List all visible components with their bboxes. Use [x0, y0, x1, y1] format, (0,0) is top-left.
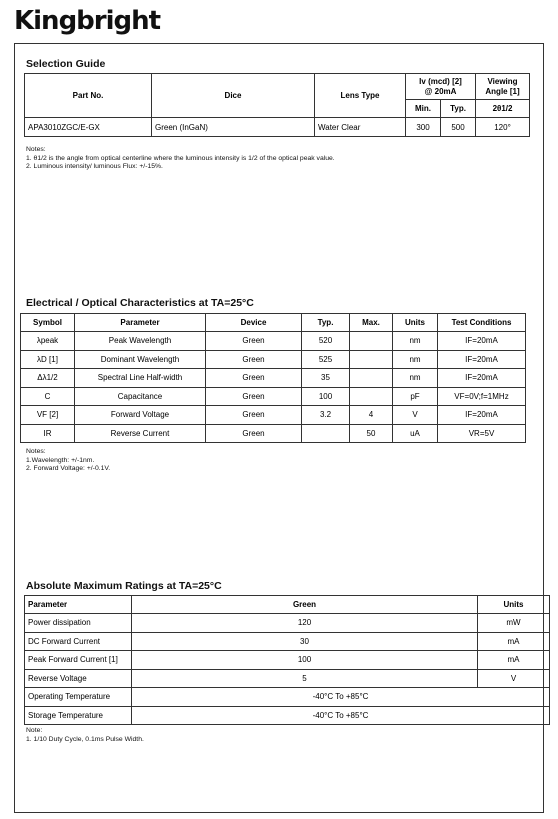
- header-max: Max.: [350, 314, 393, 332]
- cell-typ: 500: [441, 118, 476, 137]
- cell-units: nm: [393, 369, 438, 388]
- table-row: [25, 632, 550, 651]
- cell-green: 120: [132, 614, 478, 633]
- cell-device: Green: [206, 424, 302, 443]
- cell-test-conditions: IF=20mA: [438, 332, 526, 351]
- cell-symbol: VF [2]: [21, 406, 75, 425]
- cell-units: V: [393, 406, 438, 425]
- cell-units: V: [478, 669, 550, 688]
- notes-label: Notes:: [26, 146, 46, 153]
- cell-typ: [302, 424, 350, 443]
- header-min: Min.: [406, 100, 441, 118]
- header-angle: 2θ1/2: [476, 100, 530, 118]
- cell-dice: Green (InGaN): [152, 118, 315, 137]
- absolute-notes: [26, 727, 144, 744]
- cell-typ: 35: [302, 369, 350, 388]
- note-line: 1.Wavelength: +/-1nm.: [26, 456, 95, 464]
- table-row: [21, 369, 526, 388]
- absolute-table: [24, 595, 550, 725]
- cell-lens-type: Water Clear: [315, 118, 406, 137]
- cell-symbol: C: [21, 387, 75, 406]
- cell-typ: 525: [302, 350, 350, 369]
- cell-parameter: Reverse Voltage: [25, 669, 132, 688]
- cell-parameter: Capacitance: [75, 387, 206, 406]
- cell-test-conditions: VF=0V;f=1MHz: [438, 387, 526, 406]
- notes-label: Note:: [26, 727, 43, 734]
- cell-green: 30: [132, 632, 478, 651]
- cell-units: nm: [393, 350, 438, 369]
- header-symbol: Symbol: [21, 314, 75, 332]
- cell-device: Green: [206, 406, 302, 425]
- cell-device: Green: [206, 350, 302, 369]
- cell-max: [350, 332, 393, 351]
- cell-units: uA: [393, 424, 438, 443]
- header-iv: Iv (mcd) [2] @ 20mA: [406, 74, 476, 100]
- cell-parameter: Reverse Current: [75, 424, 206, 443]
- header-parameter: Parameter: [25, 596, 132, 614]
- header-typ: Typ.: [441, 100, 476, 118]
- cell-parameter: Peak Forward Current [1]: [25, 651, 132, 670]
- header-units: Units: [478, 596, 550, 614]
- cell-green: 5: [132, 669, 478, 688]
- cell-max: [350, 350, 393, 369]
- cell-device: Green: [206, 387, 302, 406]
- table-row: [25, 688, 550, 707]
- cell-test-conditions: VR=5V: [438, 424, 526, 443]
- cell-typ: 520: [302, 332, 350, 351]
- table-row: [25, 614, 550, 633]
- electrical-notes: [26, 448, 110, 474]
- cell-device: Green: [206, 332, 302, 351]
- cell-symbol: λD [1]: [21, 350, 75, 369]
- cell-parameter: Operating Temperature: [25, 688, 132, 707]
- cell-angle: 120°: [476, 118, 530, 137]
- table-row: [21, 424, 526, 443]
- cell-parameter: Forward Voltage: [75, 406, 206, 425]
- note-line: 2. Forward Voltage: +/-0.1V.: [26, 465, 111, 472]
- cell-temperature-range: -40°C To +85°C: [132, 688, 550, 707]
- header-parameter: Parameter: [75, 314, 206, 332]
- note-line: 1. 1/10 Duty Cycle, 0.1ms Pulse Width.: [26, 735, 144, 743]
- cell-typ: 100: [302, 387, 350, 406]
- cell-symbol: λpeak: [21, 332, 75, 351]
- header-part-no: Part No.: [25, 74, 152, 118]
- table-row: [21, 406, 526, 425]
- table-row: [21, 350, 526, 369]
- cell-symbol: IR: [21, 424, 75, 443]
- cell-max: 50: [350, 424, 393, 443]
- header-dice: Dice: [152, 74, 315, 118]
- cell-units: mW: [478, 614, 550, 633]
- header-lens-type: Lens Type: [315, 74, 406, 118]
- cell-typ: 3.2: [302, 406, 350, 425]
- selection-guide-table: [24, 73, 530, 137]
- cell-units: mA: [478, 632, 550, 651]
- cell-green: 100: [132, 651, 478, 670]
- header-viewing-angle: Viewing Angle [1]: [476, 74, 530, 100]
- table-row: [21, 332, 526, 351]
- cell-units: mA: [478, 651, 550, 670]
- cell-parameter: Storage Temperature: [25, 706, 132, 725]
- cell-parameter: Dominant Wavelength: [75, 350, 206, 369]
- selection-guide-title: Selection Guide: [26, 58, 106, 70]
- cell-max: [350, 369, 393, 388]
- cell-parameter: DC Forward Current: [25, 632, 132, 651]
- electrical-table: [20, 313, 526, 443]
- table-row: [21, 387, 526, 406]
- selection-notes: [26, 146, 335, 172]
- cell-temperature-range: -40°C To +85°C: [132, 706, 550, 725]
- cell-max: [350, 387, 393, 406]
- cell-test-conditions: IF=20mA: [438, 350, 526, 369]
- table-row: [25, 118, 530, 137]
- cell-test-conditions: IF=20mA: [438, 406, 526, 425]
- header-test-conditions: Test Conditions: [438, 314, 526, 332]
- header-green: Green: [132, 596, 478, 614]
- absolute-title: Absolute Maximum Ratings at TA=25°C: [26, 580, 222, 592]
- note-line: 2. Luminous intensity/ luminous Flux: +/-15%.: [26, 163, 163, 170]
- header-device: Device: [206, 314, 302, 332]
- cell-device: Green: [206, 369, 302, 388]
- header-typ: Typ.: [302, 314, 350, 332]
- note-line: 1. θ1/2 is the angle from optical centerline where the luminous intensity is 1/2 of the optical peak value.: [26, 154, 335, 162]
- table-row: [25, 706, 550, 725]
- cell-parameter: Peak Wavelength: [75, 332, 206, 351]
- cell-test-conditions: IF=20mA: [438, 369, 526, 388]
- cell-symbol: Δλ1/2: [21, 369, 75, 388]
- cell-units: pF: [393, 387, 438, 406]
- cell-units: nm: [393, 332, 438, 351]
- cell-parameter: Power dissipation: [25, 614, 132, 633]
- table-row: [25, 651, 550, 670]
- electrical-title: Electrical / Optical Characteristics at TA=25°C: [26, 297, 254, 309]
- cell-part-no: APA3010ZGC/E-GX: [25, 118, 152, 137]
- notes-label: Notes:: [26, 448, 46, 455]
- cell-parameter: Spectral Line Half-width: [75, 369, 206, 388]
- brand-logo: Kingbright: [14, 6, 161, 36]
- cell-max: 4: [350, 406, 393, 425]
- header-units: Units: [393, 314, 438, 332]
- cell-min: 300: [406, 118, 441, 137]
- table-row: [25, 669, 550, 688]
